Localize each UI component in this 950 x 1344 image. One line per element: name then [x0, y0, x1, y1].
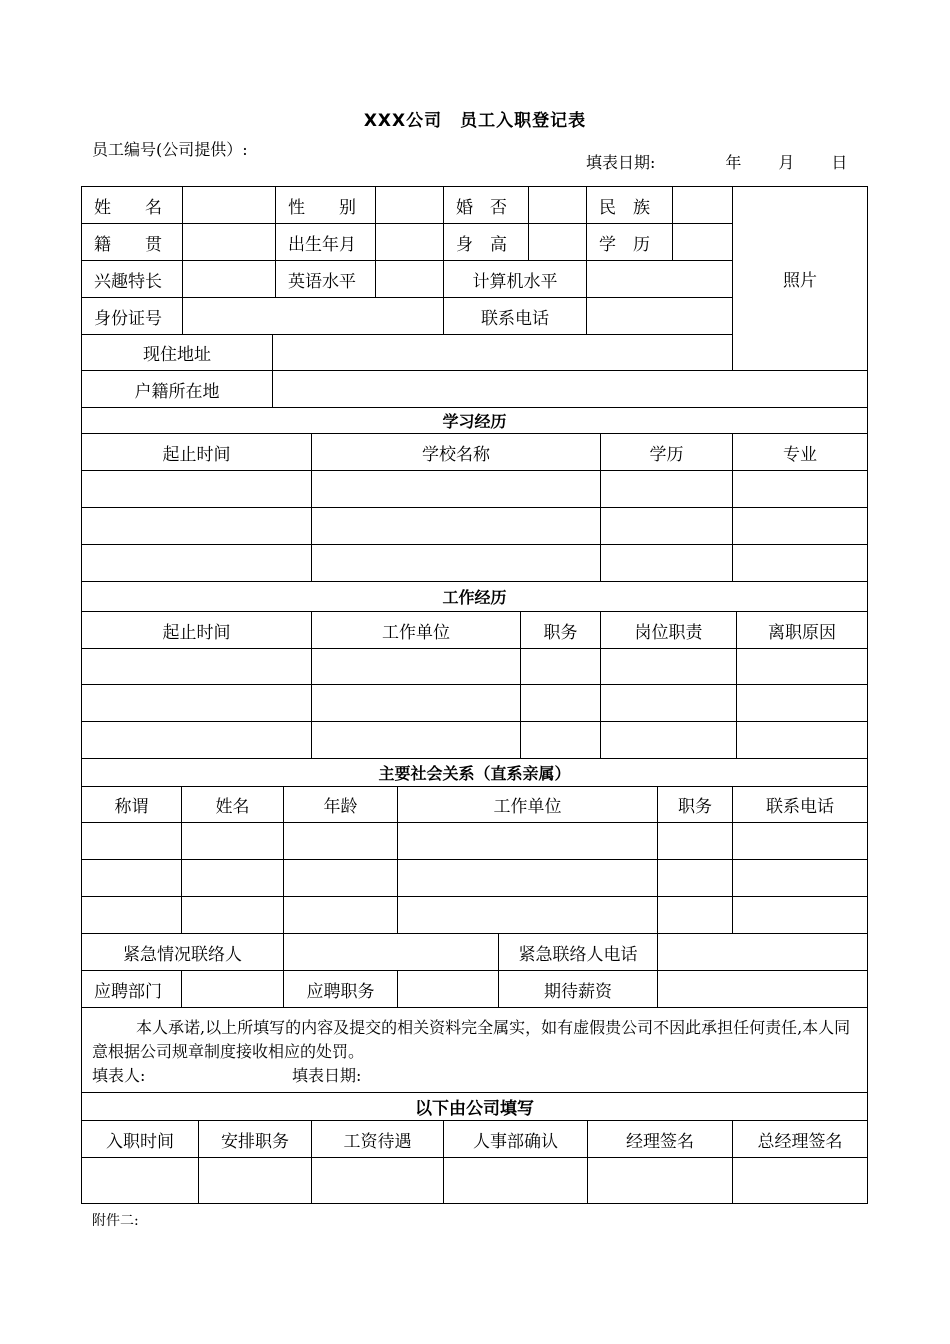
marital-label: 婚 否 — [444, 187, 529, 224]
work-cell[interactable] — [82, 685, 312, 722]
family-cell[interactable] — [182, 823, 284, 860]
work-cell[interactable] — [521, 649, 601, 685]
family-col-age: 年龄 — [284, 787, 398, 823]
company-cell[interactable] — [82, 1158, 199, 1203]
edu-cell[interactable] — [733, 545, 868, 582]
family-cell[interactable] — [733, 860, 868, 897]
native-place-label: 籍 贯 — [82, 224, 183, 261]
edu-col-period: 起止时间 — [82, 434, 312, 471]
department-label: 应聘部门 — [82, 971, 182, 1008]
edu-cell[interactable] — [312, 471, 601, 508]
family-cell[interactable] — [658, 823, 733, 860]
edu-cell[interactable] — [82, 471, 312, 508]
work-cell[interactable] — [737, 649, 868, 685]
work-cell[interactable] — [312, 685, 521, 722]
salary-label: 期待薪资 — [499, 971, 658, 1008]
work-cell[interactable] — [521, 685, 601, 722]
position-label: 应聘职务 — [284, 971, 398, 1008]
native-place-field[interactable] — [183, 224, 276, 261]
emergency-contact-label: 紧急情况联络人 — [82, 934, 284, 971]
day-label: 日 — [831, 153, 848, 172]
edu-cell[interactable] — [312, 508, 601, 545]
gender-label: 性 别 — [276, 187, 376, 224]
gender-field[interactable] — [376, 187, 444, 224]
work-cell[interactable] — [312, 722, 521, 759]
emergency-phone-field[interactable] — [658, 934, 868, 971]
work-cell[interactable] — [521, 722, 601, 759]
company-col-manager-sign: 经理签名 — [588, 1121, 733, 1158]
family-cell[interactable] — [284, 897, 398, 934]
registration-form — [81, 186, 868, 1204]
family-cell[interactable] — [82, 897, 182, 934]
name-label: 姓 名 — [82, 187, 183, 224]
company-cell[interactable] — [588, 1158, 733, 1203]
family-cell[interactable] — [658, 860, 733, 897]
month-label: 月 — [778, 153, 795, 172]
position-field[interactable] — [398, 971, 499, 1008]
work-col-employer: 工作单位 — [312, 612, 521, 649]
edu-cell[interactable] — [82, 508, 312, 545]
family-cell[interactable] — [733, 897, 868, 934]
address-label: 现住地址 — [82, 335, 273, 371]
signer-label: 填表人: — [92, 1066, 146, 1085]
company-col-hr-confirm: 人事部确认 — [444, 1121, 588, 1158]
company-section-title: 以下由公司填写 — [82, 1093, 868, 1121]
family-cell[interactable] — [398, 860, 658, 897]
family-cell[interactable] — [733, 823, 868, 860]
hobbies-field[interactable] — [183, 261, 276, 298]
family-col-title: 职务 — [658, 787, 733, 823]
company-col-gm-sign: 总经理签名 — [733, 1121, 868, 1158]
pledge-text: 本人承诺,以上所填写的内容及提交的相关资料完全属实，如有虚假贵公司不因此承担任何责任,本人同意根据公司规章制度接收相应的处罚。 — [92, 1018, 851, 1061]
emergency-phone-label: 紧急联络人电话 — [499, 934, 658, 971]
marital-field[interactable] — [529, 187, 587, 224]
hobbies-label: 兴趣特长 — [82, 261, 183, 298]
work-cell[interactable] — [601, 649, 737, 685]
birth-date-field[interactable] — [376, 224, 444, 261]
name-field[interactable] — [183, 187, 276, 224]
company-cell[interactable] — [312, 1158, 444, 1203]
fill-date-header — [586, 150, 847, 173]
ethnicity-label: 民 族 — [587, 187, 673, 224]
education-label: 学 历 — [587, 224, 673, 261]
id-no-label: 身份证号 — [82, 298, 183, 335]
height-label: 身 高 — [444, 224, 529, 261]
edu-cell[interactable] — [601, 545, 733, 582]
computer-field[interactable] — [587, 261, 733, 298]
work-cell[interactable] — [82, 649, 312, 685]
id-no-field[interactable] — [183, 298, 444, 335]
family-col-relation: 称谓 — [82, 787, 182, 823]
family-cell[interactable] — [284, 860, 398, 897]
family-cell[interactable] — [398, 823, 658, 860]
address-field[interactable] — [273, 335, 733, 371]
work-cell[interactable] — [601, 722, 737, 759]
department-field[interactable] — [182, 971, 284, 1008]
year-label: 年 — [725, 153, 742, 172]
family-col-name: 姓名 — [182, 787, 284, 823]
family-cell[interactable] — [182, 897, 284, 934]
company-col-assigned-title: 安排职务 — [199, 1121, 312, 1158]
family-cell[interactable] — [82, 823, 182, 860]
family-cell[interactable] — [82, 860, 182, 897]
edu-col-major: 专业 — [733, 434, 868, 471]
company-col-salary: 工资待遇 — [312, 1121, 444, 1158]
edu-cell[interactable] — [82, 545, 312, 582]
work-section-title: 工作经历 — [82, 582, 868, 612]
height-field[interactable] — [529, 224, 587, 261]
work-col-duties: 岗位职责 — [601, 612, 737, 649]
education-section-title: 学习经历 — [82, 408, 868, 434]
company-cell[interactable] — [444, 1158, 588, 1203]
work-cell[interactable] — [312, 649, 521, 685]
salary-field[interactable] — [658, 971, 868, 1008]
company-col-start-date: 入职时间 — [82, 1121, 199, 1158]
edu-cell[interactable] — [733, 471, 868, 508]
family-cell[interactable] — [398, 897, 658, 934]
photo-box[interactable]: 照片 — [733, 187, 868, 371]
page-title: XXX公司 员工入职登记表 — [363, 111, 587, 131]
edu-col-school: 学校名称 — [312, 434, 601, 471]
fill-date-label: 填表日期: — [586, 153, 656, 172]
attachment-label: 附件二: — [92, 1213, 139, 1229]
family-cell[interactable] — [284, 823, 398, 860]
work-col-title: 职务 — [521, 612, 601, 649]
english-field[interactable] — [376, 261, 444, 298]
emergency-contact-field[interactable] — [284, 934, 499, 971]
english-label: 英语水平 — [276, 261, 376, 298]
work-cell[interactable] — [737, 685, 868, 722]
edu-col-degree: 学历 — [601, 434, 733, 471]
hukou-label: 户籍所在地 — [82, 371, 273, 408]
edu-cell[interactable] — [312, 545, 601, 582]
work-col-period: 起止时间 — [82, 612, 312, 649]
company-cell[interactable] — [733, 1158, 868, 1203]
pledge-statement — [82, 1008, 868, 1093]
edu-cell[interactable] — [733, 508, 868, 545]
computer-label: 计算机水平 — [444, 261, 587, 298]
employee-no-label: 员工编号(公司提供）: — [92, 140, 248, 159]
company-cell[interactable] — [199, 1158, 312, 1203]
family-col-employer: 工作单位 — [398, 787, 658, 823]
work-col-reason: 离职原因 — [737, 612, 868, 649]
work-cell[interactable] — [601, 685, 737, 722]
phone-field[interactable] — [587, 298, 733, 335]
family-cell[interactable] — [182, 860, 284, 897]
family-section-title: 主要社会关系（直系亲属） — [82, 759, 868, 787]
education-field[interactable] — [673, 224, 733, 261]
pledge-date-label: 填表日期: — [292, 1066, 362, 1085]
edu-cell[interactable] — [601, 471, 733, 508]
work-cell[interactable] — [737, 722, 868, 759]
edu-cell[interactable] — [601, 508, 733, 545]
hukou-field[interactable] — [273, 371, 868, 408]
work-cell[interactable] — [82, 722, 312, 759]
ethnicity-field[interactable] — [673, 187, 733, 224]
family-cell[interactable] — [658, 897, 733, 934]
birth-date-label: 出生年月 — [276, 224, 376, 261]
family-col-phone: 联系电话 — [733, 787, 868, 823]
phone-label: 联系电话 — [444, 298, 587, 335]
